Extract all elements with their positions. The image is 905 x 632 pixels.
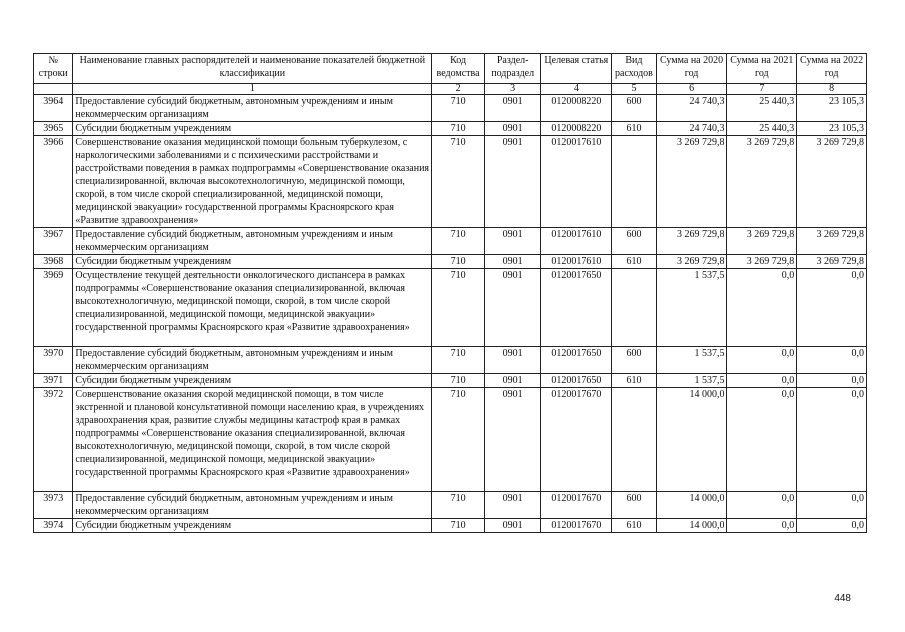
row-sum-2022: 0,0 — [797, 269, 867, 347]
row-dept-code: 710 — [432, 269, 485, 347]
row-number: 3973 — [34, 492, 73, 519]
row-sum-2021: 0,0 — [727, 388, 797, 492]
row-expense-type: 600 — [612, 492, 656, 519]
row-dept-code: 710 — [432, 122, 485, 136]
row-number: 3964 — [34, 95, 73, 122]
page-number: 448 — [834, 593, 851, 604]
table-row — [34, 492, 867, 519]
row-dept-code: 710 — [432, 255, 485, 269]
row-target: 0120017650 — [541, 269, 612, 347]
row-expense-type: 610 — [612, 374, 656, 388]
row-sum-2021: 0,0 — [727, 269, 797, 347]
row-section: 0901 — [484, 347, 541, 374]
row-target: 0120017610 — [541, 136, 612, 228]
table-row — [34, 388, 867, 492]
row-sum-2020: 1 537,5 — [656, 347, 727, 374]
header-name: Наименование главных распорядителей и наименование показателей бюджетной классификации — [73, 54, 432, 84]
row-number: 3967 — [34, 228, 73, 255]
header-row-no: № строки — [34, 54, 73, 84]
column-number: 8 — [797, 84, 867, 95]
table-row — [34, 519, 867, 533]
row-name: Субсидии бюджетным учреждениям — [73, 255, 432, 269]
row-name: Предоставление субсидий бюджетным, автономным учреждениям и иным некоммерческим организациям — [73, 492, 432, 519]
row-sum-2021: 0,0 — [727, 347, 797, 374]
row-target: 0120008220 — [541, 122, 612, 136]
row-dept-code: 710 — [432, 519, 485, 533]
row-sum-2020: 24 740,3 — [656, 122, 727, 136]
header-dept-code: Код ведомства — [432, 54, 485, 84]
row-sum-2022: 3 269 729,8 — [797, 136, 867, 228]
row-number: 3969 — [34, 269, 73, 347]
row-sum-2020: 3 269 729,8 — [656, 255, 727, 269]
row-sum-2022: 0,0 — [797, 519, 867, 533]
row-target: 0120017650 — [541, 374, 612, 388]
column-number: 5 — [612, 84, 656, 95]
row-target: 0120017670 — [541, 388, 612, 492]
row-expense-type: 600 — [612, 347, 656, 374]
row-number: 3971 — [34, 374, 73, 388]
row-sum-2021: 0,0 — [727, 492, 797, 519]
table-row — [34, 255, 867, 269]
row-name: Предоставление субсидий бюджетным, автономным учреждениям и иным некоммерческим организациям — [73, 95, 432, 122]
row-sum-2021: 25 440,3 — [727, 95, 797, 122]
row-sum-2021: 0,0 — [727, 519, 797, 533]
row-sum-2021: 25 440,3 — [727, 122, 797, 136]
row-dept-code: 710 — [432, 492, 485, 519]
header-sum-2021: Сумма на 2021 год — [727, 54, 797, 84]
row-sum-2020: 24 740,3 — [656, 95, 727, 122]
row-expense-type: 610 — [612, 122, 656, 136]
row-sum-2020: 1 537,5 — [656, 374, 727, 388]
row-number: 3974 — [34, 519, 73, 533]
row-expense-type: 600 — [612, 228, 656, 255]
row-sum-2020: 14 000,0 — [656, 492, 727, 519]
table-row — [34, 122, 867, 136]
table-row — [34, 347, 867, 374]
row-section: 0901 — [484, 228, 541, 255]
budget-table — [33, 53, 867, 533]
column-number: 6 — [656, 84, 727, 95]
row-sum-2022: 0,0 — [797, 347, 867, 374]
row-sum-2022: 23 105,3 — [797, 95, 867, 122]
row-section: 0901 — [484, 269, 541, 347]
header-sum-2022: Сумма на 2022 год — [797, 54, 867, 84]
row-target: 0120008220 — [541, 95, 612, 122]
row-sum-2020: 14 000,0 — [656, 388, 727, 492]
column-number-row — [34, 84, 867, 95]
table-body — [34, 95, 867, 533]
header-section: Раздел-подраздел — [484, 54, 541, 84]
header-sum-2020: Сумма на 2020 год — [656, 54, 727, 84]
row-sum-2022: 3 269 729,8 — [797, 255, 867, 269]
row-dept-code: 710 — [432, 374, 485, 388]
row-sum-2022: 0,0 — [797, 492, 867, 519]
column-number: 3 — [484, 84, 541, 95]
row-number: 3966 — [34, 136, 73, 228]
row-sum-2021: 0,0 — [727, 374, 797, 388]
row-section: 0901 — [484, 519, 541, 533]
row-name: Осуществление текущей деятельности онкологического диспансера в рамках подпрограммы «Совершенствование оказания специализированной, включая высокотехнологичную, медицинской помощи, скорой, в том числе скорой специализированной, медицинской помощи, медицинской эвакуации» государственной программы Красноярского края «Развитие здравоохранения» — [73, 269, 432, 347]
table-row — [34, 228, 867, 255]
column-number: 2 — [432, 84, 485, 95]
column-number: 4 — [541, 84, 612, 95]
row-dept-code: 710 — [432, 347, 485, 374]
row-expense-type: 610 — [612, 255, 656, 269]
row-section: 0901 — [484, 388, 541, 492]
row-name: Субсидии бюджетным учреждениям — [73, 519, 432, 533]
column-number: 1 — [73, 84, 432, 95]
table-row — [34, 374, 867, 388]
table-row — [34, 269, 867, 347]
row-number: 3972 — [34, 388, 73, 492]
header-target: Целевая статья — [541, 54, 612, 84]
row-section: 0901 — [484, 136, 541, 228]
row-expense-type: 600 — [612, 95, 656, 122]
row-section: 0901 — [484, 255, 541, 269]
row-target: 0120017650 — [541, 347, 612, 374]
row-section: 0901 — [484, 122, 541, 136]
row-number: 3965 — [34, 122, 73, 136]
row-section: 0901 — [484, 374, 541, 388]
row-section: 0901 — [484, 95, 541, 122]
row-name: Предоставление субсидий бюджетным, автономным учреждениям и иным некоммерческим организациям — [73, 347, 432, 374]
row-sum-2020: 1 537,5 — [656, 269, 727, 347]
row-dept-code: 710 — [432, 95, 485, 122]
row-dept-code: 710 — [432, 136, 485, 228]
row-sum-2020: 3 269 729,8 — [656, 228, 727, 255]
row-expense-type: 610 — [612, 519, 656, 533]
row-target: 0120017670 — [541, 519, 612, 533]
row-number: 3968 — [34, 255, 73, 269]
row-sum-2022: 3 269 729,8 — [797, 228, 867, 255]
row-sum-2021: 3 269 729,8 — [727, 228, 797, 255]
row-dept-code: 710 — [432, 388, 485, 492]
column-number: 7 — [727, 84, 797, 95]
row-expense-type — [612, 388, 656, 492]
row-name: Субсидии бюджетным учреждениям — [73, 122, 432, 136]
row-number: 3970 — [34, 347, 73, 374]
row-expense-type — [612, 136, 656, 228]
header-expense-type: Вид расходов — [612, 54, 656, 84]
table-row — [34, 136, 867, 228]
row-sum-2022: 0,0 — [797, 374, 867, 388]
column-number — [34, 84, 73, 95]
row-section: 0901 — [484, 492, 541, 519]
row-sum-2022: 0,0 — [797, 388, 867, 492]
row-expense-type — [612, 269, 656, 347]
row-target: 0120017610 — [541, 255, 612, 269]
row-sum-2021: 3 269 729,8 — [727, 136, 797, 228]
table-row — [34, 95, 867, 122]
row-name: Предоставление субсидий бюджетным, автономным учреждениям и иным некоммерческим организациям — [73, 228, 432, 255]
row-sum-2021: 3 269 729,8 — [727, 255, 797, 269]
row-dept-code: 710 — [432, 228, 485, 255]
row-name: Субсидии бюджетным учреждениям — [73, 374, 432, 388]
row-sum-2020: 3 269 729,8 — [656, 136, 727, 228]
row-name: Совершенствование оказания медицинской помощи больным туберкулезом, с наркологическими заболеваниями и с психическими расстройствами и расстройствами поведения в рамках подпрограммы «Совершенствование оказания специализированной, включая высокотехнологичную, медицинской помощи, скорой, в том числе скорой специализированной, медицинской помощи, медицинской эвакуации» государственной программы Красноярского края «Развитие здравоохранения» — [73, 136, 432, 228]
row-target: 0120017670 — [541, 492, 612, 519]
row-name: Совершенствование оказания скорой медицинской помощи, в том числе экстренной и плановой консультативной помощи населению края, в учреждениях здравоохранения края, развитие службы медицины катастроф края в рамках подпрограммы «Совершенствование оказания специализированной, включая высокотехнологичную, медицинской помощи, скорой, в том числе скорой специализированной, медицинской помощи, медицинской эвакуации» государственной программы Красноярского края «Развитие здравоохранения» — [73, 388, 432, 492]
header-row — [34, 54, 867, 84]
row-sum-2022: 23 105,3 — [797, 122, 867, 136]
row-sum-2020: 14 000,0 — [656, 519, 727, 533]
row-target: 0120017610 — [541, 228, 612, 255]
